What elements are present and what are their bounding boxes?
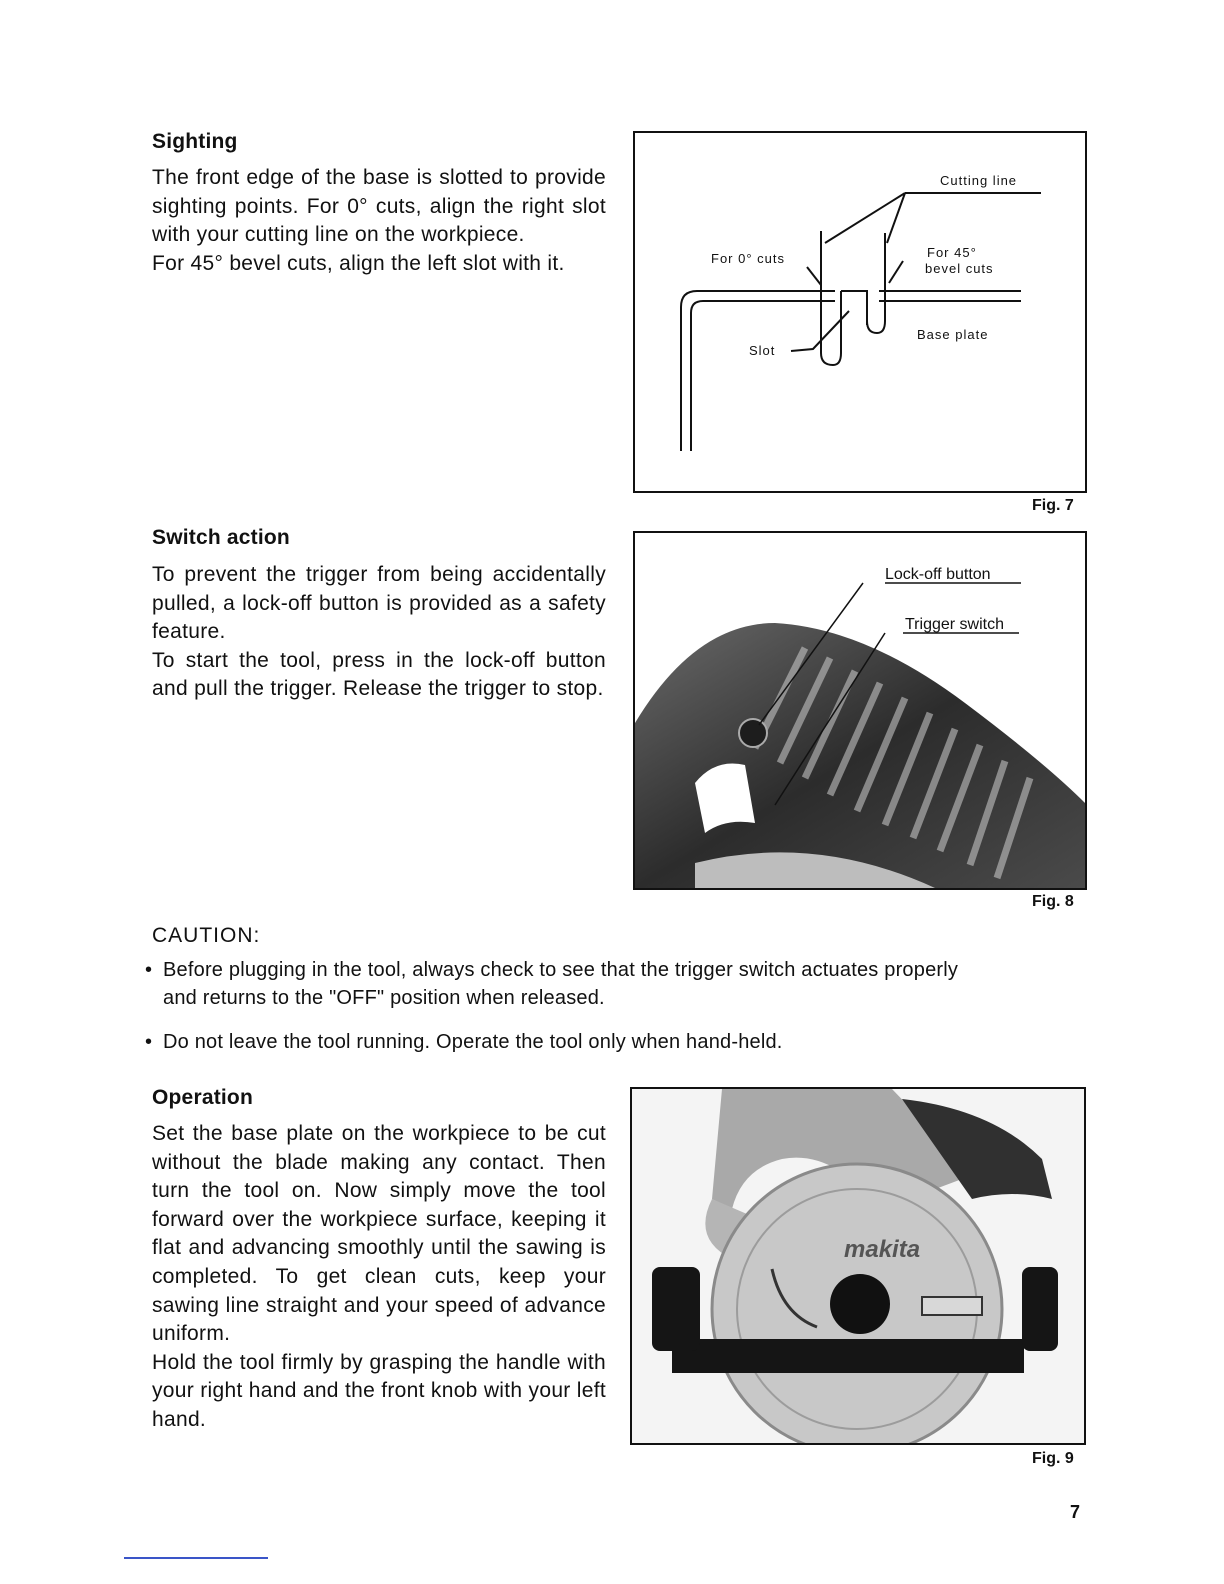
- fig8-lock-off-button-label: Lock-off button: [885, 566, 991, 583]
- operation-paragraph-1: Set the base plate on the workpiece to be cut without the blade making any contact. Then turn the tool on. Now simply move the tool forward over the workpiece surface, keeping it flat and advancing smoothly until the sawing is completed. To get clean cuts, keep your sawing line straight and your speed of advance uniform.: [152, 1122, 606, 1346]
- fig7-label: Fig. 7: [1032, 497, 1074, 514]
- caution-bullet-2-line1: Do not leave the tool running. Operate the tool only when hand-held.: [163, 1031, 783, 1053]
- operation-paragraph-2: Hold the tool firmly by grasping the handle with your right hand and the front knob with your left hand.: [152, 1350, 606, 1431]
- sighting-heading: Sighting: [152, 130, 238, 153]
- switch-action-paragraph-2: To start the tool, press in the lock-off button and pull the trigger. Release the trigger to stop.: [152, 648, 606, 701]
- fig8-label: Fig. 8: [1032, 893, 1074, 910]
- footer-rule: [124, 1557, 268, 1559]
- fig8-photo: [633, 531, 1087, 890]
- sighting-text: [152, 164, 606, 278]
- switch-action-heading: Switch action: [152, 526, 290, 549]
- caution-heading: CAUTION:: [152, 924, 261, 947]
- operation-text: [152, 1120, 606, 1435]
- fig7-for-0-cuts-label: For 0° cuts: [711, 251, 785, 266]
- bullet-dot: •: [145, 959, 153, 981]
- caution-bullet-1: [145, 956, 1105, 1012]
- caution-bullet-1-line1: Before plugging in the tool, always check to see that the trigger switch actuates properly: [163, 959, 959, 981]
- fig8-trigger-switch-label: Trigger switch: [905, 616, 1004, 633]
- page-number: 7: [1070, 1502, 1081, 1522]
- sighting-paragraph-1: The front edge of the base is slotted to provide sighting points. For 0° cuts, align the right slot with your cutting line on the workpiece.: [152, 166, 606, 247]
- fig7-cutting-line-label: Cutting line: [940, 173, 1018, 188]
- fig7-base-plate-label: Base plate: [917, 327, 989, 342]
- fig7-diagram: [633, 131, 1087, 493]
- switch-action-paragraph-1: To prevent the trigger from being accidentally pulled, a lock-off button is provided as a safety feature.: [152, 563, 606, 644]
- fig7-slot-label: Slot: [749, 343, 776, 358]
- fig9-saw-front-illustration: [632, 1089, 1084, 1443]
- operation-heading: Operation: [152, 1086, 253, 1109]
- bullet-dot: •: [145, 1031, 153, 1053]
- fig7-base-plate-drawing: [635, 133, 1085, 491]
- fig9-photo: [630, 1087, 1086, 1445]
- fig7-bevel-cuts-label: bevel cuts: [925, 261, 994, 276]
- fig9-blade-brand: makita: [844, 1236, 921, 1263]
- caution-bullet-2: [145, 1028, 1105, 1056]
- sighting-paragraph-2: For 45° bevel cuts, align the left slot with it.: [152, 251, 565, 275]
- fig7-for-45-label: For 45°: [927, 245, 977, 260]
- caution-bullet-1-line2: and returns to the "OFF" position when released.: [163, 987, 605, 1009]
- fig8-saw-handle-illustration: [635, 533, 1085, 888]
- switch-action-text: [152, 561, 606, 704]
- fig9-label: Fig. 9: [1032, 1450, 1074, 1467]
